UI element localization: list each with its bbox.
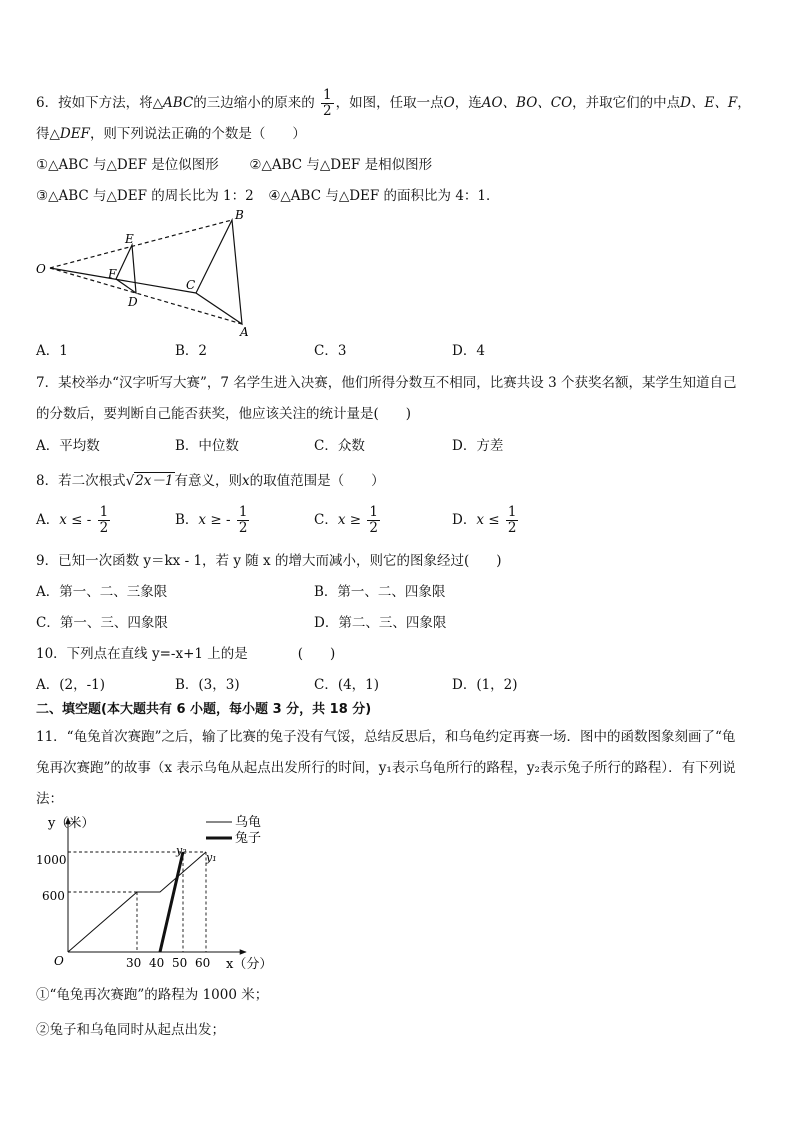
q6-statement-2: ②△ABC 与△DEF 是相似图形 <box>249 157 433 173</box>
q7-option-c[interactable]: C．众数 <box>314 438 365 454</box>
q11-line3: 法： <box>36 791 63 807</box>
triangle-DEF <box>116 245 136 293</box>
q10-option-d[interactable]: D．(1，2) <box>452 677 518 693</box>
q11-line2: 兔再次赛跑”的故事（x 表示乌龟从起点出发所行的时间，y₁表示乌龟所行的路程，y₂表示兔子所行的路程）．有下列说 <box>36 760 736 776</box>
q9-option-c[interactable]: C．第一、三、四象限 <box>36 615 168 631</box>
q11-graph <box>30 808 280 978</box>
x-tick-40: 40 <box>149 956 165 970</box>
q8-option-c[interactable]: C．x ≥ $\frac{1}{2}$ <box>314 504 378 536</box>
section-2-title: 二、填空题(本大题共有 6 小题，每小题 3 分，共 18 分) <box>36 702 372 717</box>
label-C: C <box>186 278 196 292</box>
y-tick-1000: 1000 <box>36 853 67 867</box>
label-F: F <box>108 267 117 281</box>
label-E: E <box>125 232 134 246</box>
q10-option-a[interactable]: A．(2，-1) <box>36 677 106 693</box>
y1-label: y₁ <box>206 851 217 864</box>
q9-option-d[interactable]: D．第二、三、四象限 <box>314 615 447 631</box>
q6-option-b[interactable]: B．2 <box>175 343 208 359</box>
legend <box>206 815 261 846</box>
x-tick-60: 60 <box>195 956 211 970</box>
q8-option-a[interactable]: A．x ≤ - $\frac{1}{2}$ <box>36 504 109 536</box>
q6-figure <box>30 205 260 340</box>
q6-option-c[interactable]: C．3 <box>314 343 347 359</box>
series-rabbit-line <box>160 852 183 952</box>
q10-option-b[interactable]: B．(3，3) <box>175 677 240 693</box>
origin-label: O <box>54 954 64 968</box>
q6-option-d[interactable]: D．4 <box>452 343 485 359</box>
square-root: √2x－1 <box>125 473 174 489</box>
x-axis-label: x（分） <box>226 957 273 972</box>
q7-option-b[interactable]: B．中位数 <box>175 438 239 454</box>
line-OA <box>50 268 242 324</box>
q9-option-b[interactable]: B．第一、二、四象限 <box>314 584 446 600</box>
q6-statement-1: ①△ABC 与△DEF 是位似图形 <box>36 157 219 173</box>
q10-option-c[interactable]: C．(4，1) <box>314 677 380 693</box>
line-OB <box>50 220 232 268</box>
q7-option-d[interactable]: D．方差 <box>452 438 504 454</box>
x-tick-30: 30 <box>126 956 142 970</box>
line-OC <box>50 268 196 293</box>
q6-option-a[interactable]: A．1 <box>36 343 68 359</box>
legend-rabbit: 兔子 <box>235 831 262 846</box>
y-tick-600: 600 <box>42 889 65 903</box>
q11-line1: 11．“龟兔首次赛跑”之后，输了比赛的兔子没有气馁，总结反思后，和乌龟约定再赛一场．图中的函数图象刻画了“龟 <box>36 729 736 745</box>
q8-option-d[interactable]: D．x ≤ $\frac{1}{2}$ <box>452 504 517 536</box>
q6-line2: 得△DEF，则下列说法正确的个数是（ ） <box>36 126 306 142</box>
q6-statement-4: ④△ABC 与△DEF 的面积比为 4：1． <box>268 188 500 204</box>
fraction-one-half: $\frac{1}{2}$ <box>323 87 332 119</box>
label-A: A <box>240 325 249 339</box>
q6-line1: 6．按如下方法，将△ABC的三边缩小的原来的 $\frac{1}{2}$ ，如图，任取一点O，连AO、BO、CO，并取它们的中点D、E、F， <box>36 87 751 119</box>
q7-line1: 7．某校举办“汉字听写大赛”，7 名学生进入决赛，他们所得分数互不相同，比赛共设 3 个获奖名额，某学生知道自己 <box>36 375 737 391</box>
q6-statements-1-2 <box>36 155 432 175</box>
q7-option-a[interactable]: A．平均数 <box>36 438 100 454</box>
q6-statement-3: ③△ABC 与△DEF 的周长比为 1：2 <box>36 188 254 204</box>
q11-statement-1: ①“龟兔再次赛跑”的路程为 1000 米； <box>36 987 269 1003</box>
q8-option-b[interactable]: B．x ≥ - $\frac{1}{2}$ <box>175 504 248 536</box>
q9-option-a[interactable]: A．第一、二、三象限 <box>36 584 168 600</box>
triangle-ABC <box>196 220 242 324</box>
q8-stem: 8．若二次根式√2x－1有意义，则x的取值范围是（ ） <box>36 473 385 489</box>
label-B: B <box>235 208 244 222</box>
guide-lines <box>68 852 206 952</box>
label-O: O <box>36 262 46 276</box>
y-axis-label: y（米） <box>48 816 95 831</box>
legend-turtle: 乌龟 <box>235 815 262 830</box>
q11-statement-2: ②兔子和乌龟同时从起点出发； <box>36 1022 225 1038</box>
q9-stem: 9．已知一次函数 y＝kx - 1，若 y 随 x 的增大而减小，则它的图象经过( ) <box>36 553 502 569</box>
y2-label: y₂ <box>176 844 187 857</box>
x-tick-50: 50 <box>172 956 188 970</box>
label-D: D <box>128 295 138 309</box>
q7-line2: 的分数后，要判断自己能否获奖，他应该关注的统计量是( ) <box>36 406 412 422</box>
q10-stem: 10．下列点在直线 y=-x+1 上的是 ( ) <box>36 646 336 662</box>
q6-statements-3-4 <box>36 186 500 206</box>
